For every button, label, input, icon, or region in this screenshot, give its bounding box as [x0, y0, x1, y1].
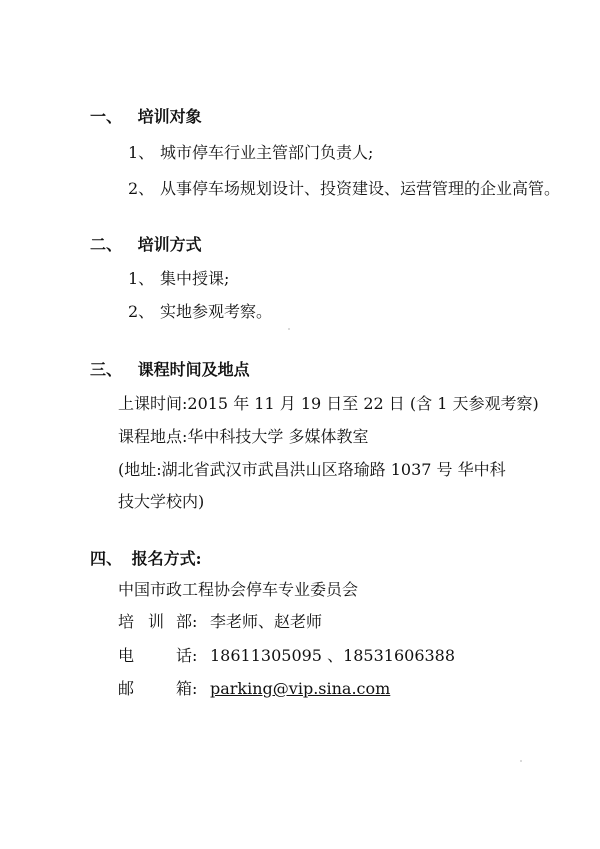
section-2-item-2-number: 2、 [128, 302, 155, 321]
section-1-item-1-text: 城市停车行业主管部门负责人; [160, 143, 374, 162]
contact-2-value: 18611305095 、18531606388 [210, 646, 456, 665]
contact-1-label-char-1: 培 [118, 612, 135, 631]
section-2-item-1-number: 1、 [128, 269, 155, 288]
section-3-heading [90, 360, 250, 380]
scan-speck [520, 760, 522, 762]
section-1-number: 一、 [90, 107, 123, 126]
section-2-item-2-text: 实地参观考察。 [160, 302, 273, 321]
contact-3-label-char-1: 邮 [118, 679, 135, 698]
section-1-item-2-text: 从事停车场规划设计、投资建设、运营管理的企业高管。 [160, 179, 561, 198]
course-location-line: 课程地点:华中科技大学 多媒体教室 [118, 427, 369, 446]
scan-speck [288, 328, 290, 330]
section-1-item-1-number: 1、 [128, 143, 155, 162]
section-3-number: 三、 [90, 360, 123, 379]
contact-1-label-char-3: 部: [176, 612, 198, 631]
section-1-heading [90, 107, 202, 127]
contact-3-label-char-3: 箱: [176, 679, 198, 698]
organization-name: 中国市政工程协会停车专业委员会 [118, 580, 359, 599]
section-1-title: 培训对象 [137, 107, 202, 126]
section-2-item-1-text: 集中授课; [160, 269, 230, 288]
section-1-item-2-number: 2、 [128, 179, 155, 198]
section-2-title: 培训方式 [137, 235, 202, 254]
section-2-heading [90, 235, 202, 255]
contact-2-label-char-1: 电 [118, 646, 135, 665]
section-3-title: 课程时间及地点 [137, 360, 250, 379]
section-4-title: 报名方式: [131, 549, 202, 568]
section-2-number: 二、 [90, 235, 123, 254]
contact-2-label-char-3: 话: [176, 646, 198, 665]
contact-1-label-char-2: 训 [148, 612, 165, 631]
course-time-line: 上课时间:2015 年 11 月 19 日至 22 日 (含 1 天参观考察) [118, 394, 539, 413]
contact-3-email-link[interactable]: parking@vip.sina.com [210, 679, 391, 698]
section-4-number: 四、 [90, 549, 123, 568]
contact-1-value: 李老师、赵老师 [210, 612, 323, 631]
address-line-1: (地址:湖北省武汉市武昌洪山区珞瑜路 1037 号 华中科 [118, 460, 506, 479]
section-4-heading [90, 549, 202, 569]
address-line-2: 技大学校内) [118, 492, 205, 511]
